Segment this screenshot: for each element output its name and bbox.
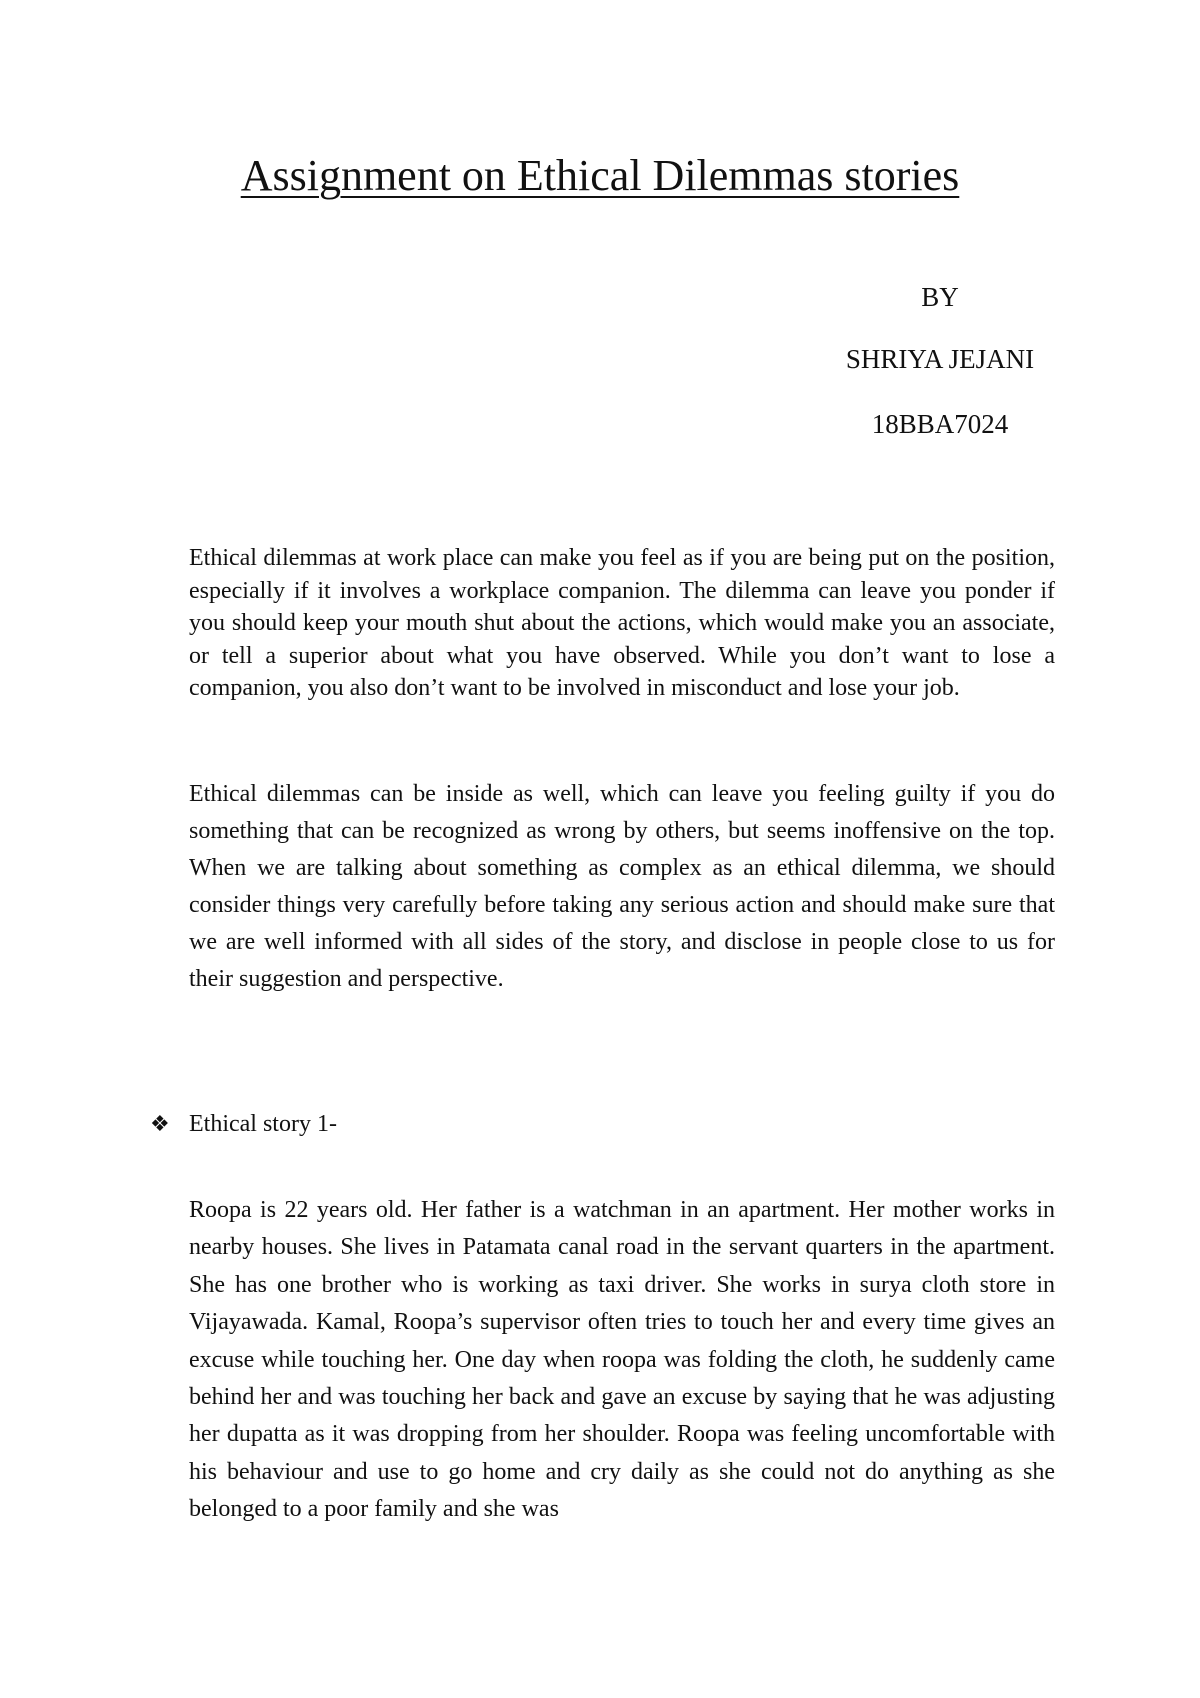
diamond-bullet-icon: ❖ <box>150 1111 170 1136</box>
section-heading <box>150 1108 337 1140</box>
author-name: SHRIYA JEJANI <box>845 344 1035 374</box>
page-title-text: Assignment on Ethical Dilemmas stories <box>240 151 960 200</box>
author-by-label: BY <box>921 282 959 312</box>
story-paragraph: Roopa is 22 years old. Her father is a watchman in an apartment. Her mother works in nearby houses. She lives in Patamata canal road in the servant quarters in the apartment. She has one brother who is working as taxi driver. She works in surya cloth store in Vijayawada. Kamal, Roopa’s supervisor often tries to touch her and every time gives an excuse while touching her. One day when roopa was folding the cloth, he suddenly came behind her and was touching her back and gave an excuse by saying that he was adjusting her dupatta as it was dropping from her shoulder. Roopa was feeling uncomfortable with his behaviour and use to go home and cry daily as she could not do anything as she belonged to a poor family and she was <box>189 1197 1055 1523</box>
intro-paragraph-1: Ethical dilemmas at work place can make you feel as if you are being put on the position, especially if it involves a workplace companion. The dilemma can leave you ponder if you should keep your mouth shut about the actions, which would make you an associate, or tell a superior about what you have observed. While you don’t want to lose a companion, you also don’t want to be involved in misconduct and lose your job. <box>189 545 1055 701</box>
page-title <box>0 148 1200 204</box>
author-id: 18BBA7024 <box>871 409 1009 439</box>
section-heading-text: Ethical story 1- <box>189 1111 337 1137</box>
intro-paragraph-2: Ethical dilemmas can be inside as well, which can leave you feeling guilty if you do something that can be recognized as wrong by others, but seems inoffensive on the top. When we are talking about something as complex as an ethical dilemma, we should consider things very carefully before taking any serious action and should make sure that we are well informed with all sides of the story, and disclose in people close to us for their suggestion and perspective. <box>189 781 1055 992</box>
